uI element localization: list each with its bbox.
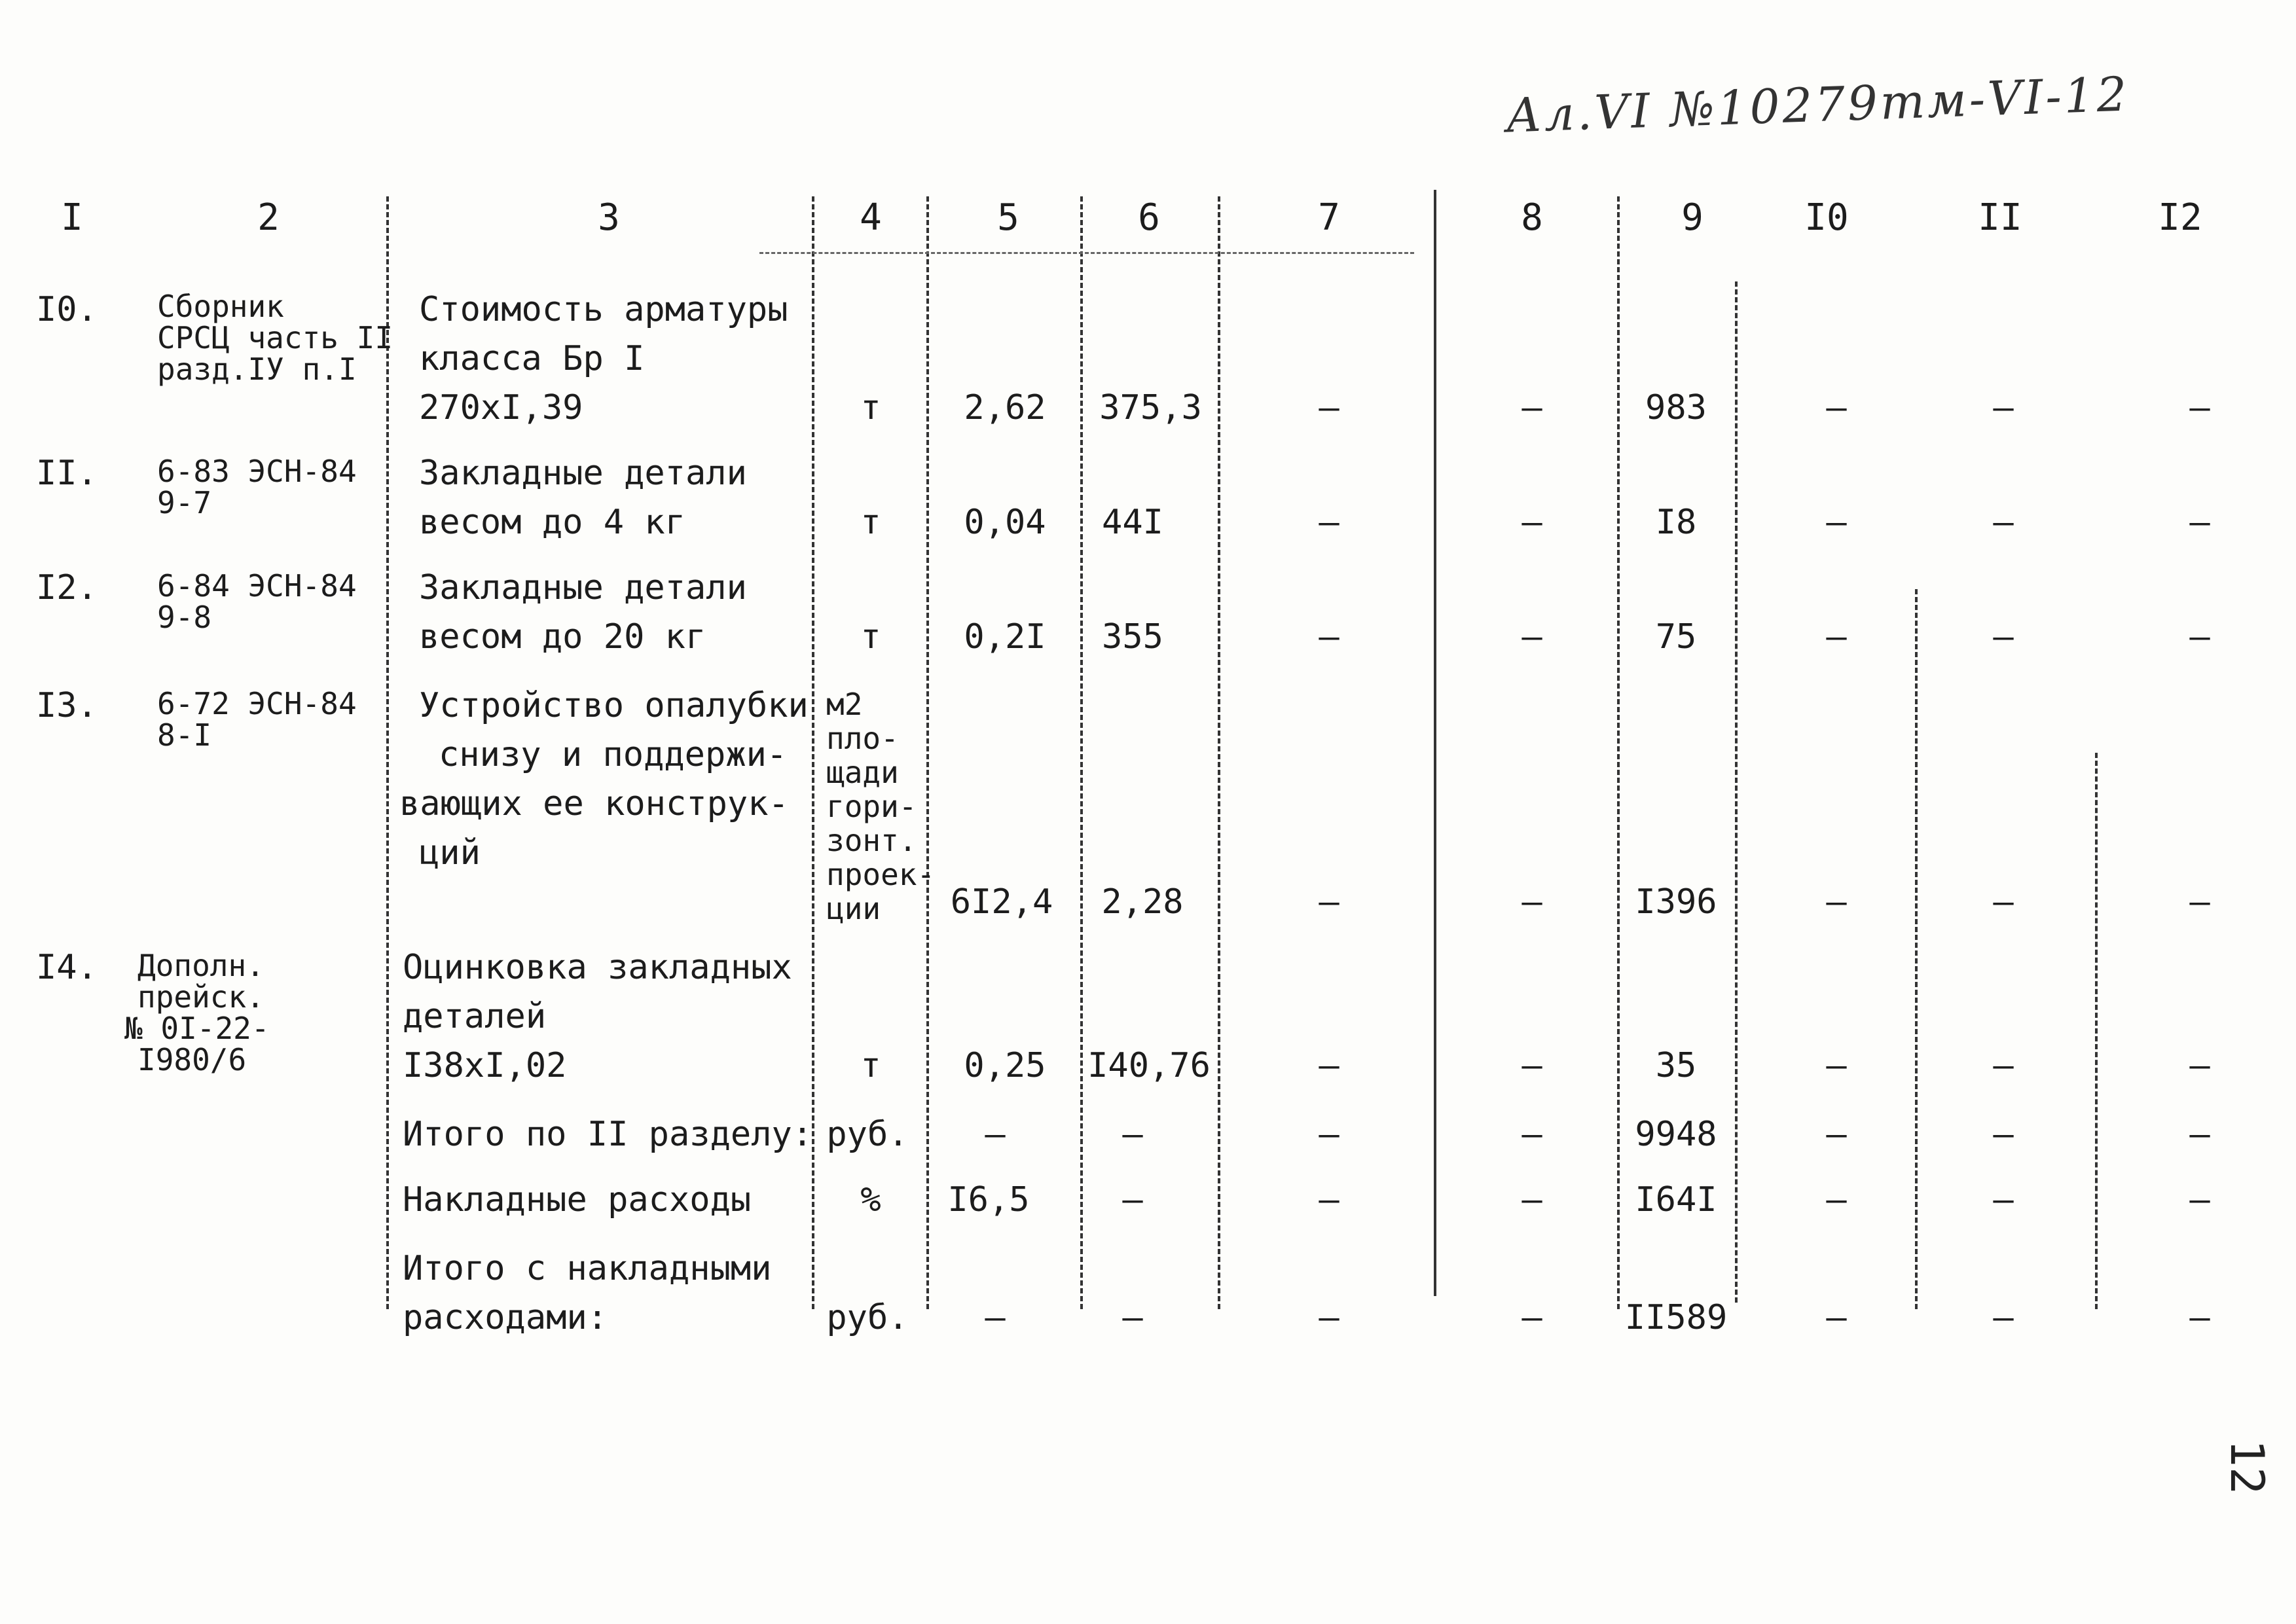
total-cost: 75 bbox=[1655, 617, 1697, 657]
total-cost: I64I bbox=[1635, 1180, 1717, 1219]
col-header-2: 2 bbox=[257, 196, 280, 239]
unit-price: – bbox=[1122, 1180, 1143, 1219]
column-divider bbox=[1218, 196, 1220, 1309]
row-number: I0. bbox=[36, 290, 98, 329]
ref-line: прейск. bbox=[137, 979, 264, 1015]
col8: – bbox=[1522, 503, 1542, 542]
col11: – bbox=[1993, 503, 2014, 542]
ref-line: Сборник bbox=[157, 289, 284, 324]
total-label: расходами: bbox=[403, 1298, 608, 1337]
col11: – bbox=[1993, 1298, 2014, 1337]
unit-line: ции bbox=[826, 891, 881, 926]
unit: т bbox=[860, 617, 881, 657]
desc-line: Закладные детали bbox=[419, 454, 747, 493]
col12: – bbox=[2189, 1046, 2210, 1085]
ref-line: 6-84 ЭСН-84 bbox=[157, 568, 357, 604]
page-number: 12 bbox=[2220, 1439, 2274, 1495]
col7: – bbox=[1319, 1180, 1339, 1219]
quantity: I6,5 bbox=[947, 1180, 1030, 1219]
desc-line: Оцинковка закладных bbox=[403, 948, 792, 987]
row-number: II. bbox=[36, 454, 98, 493]
col10: – bbox=[1826, 1298, 1847, 1337]
col12: – bbox=[2189, 388, 2210, 427]
unit-line: щади bbox=[826, 755, 899, 790]
unit: руб. bbox=[826, 1298, 909, 1337]
quantity: – bbox=[985, 1115, 1006, 1154]
ref-line: 9-7 bbox=[157, 485, 212, 520]
row-number: I4. bbox=[36, 948, 98, 987]
desc-line: деталей bbox=[403, 997, 547, 1036]
desc-line: весом до 20 кг bbox=[419, 617, 706, 657]
unit-price: 355 bbox=[1102, 617, 1163, 657]
col12: – bbox=[2189, 617, 2210, 657]
total-label: Итого с накладными bbox=[403, 1249, 772, 1288]
col-header-4: 4 bbox=[860, 196, 882, 239]
row-number: I2. bbox=[36, 568, 98, 607]
unit-line: м2 bbox=[826, 687, 863, 722]
quantity: 0,2I bbox=[964, 617, 1046, 657]
col11: – bbox=[1993, 617, 2014, 657]
col8: – bbox=[1522, 1115, 1542, 1154]
quantity: 2,62 bbox=[964, 388, 1046, 427]
col11: – bbox=[1993, 388, 2014, 427]
col-header-8: 8 bbox=[1521, 196, 1543, 239]
col-header-5: 5 bbox=[997, 196, 1019, 239]
col11: – bbox=[1993, 1115, 2014, 1154]
column-divider bbox=[1617, 196, 1620, 1309]
desc-line: Закладные детали bbox=[419, 568, 747, 607]
unit-price: – bbox=[1122, 1298, 1143, 1337]
col-header-9: 9 bbox=[1681, 196, 1704, 239]
col7: – bbox=[1319, 882, 1339, 922]
col10: – bbox=[1826, 1046, 1847, 1085]
desc-line: 270хI,39 bbox=[419, 388, 583, 427]
col7: – bbox=[1319, 1115, 1339, 1154]
total-cost: 9948 bbox=[1635, 1115, 1717, 1154]
desc-line: класса Бр I bbox=[419, 339, 645, 378]
col-header-7: 7 bbox=[1318, 196, 1340, 239]
col7: – bbox=[1319, 503, 1339, 542]
unit-price: 44I bbox=[1102, 503, 1163, 542]
column-divider bbox=[1915, 589, 1918, 1309]
desc-line: вающих ее конструк- bbox=[399, 784, 789, 823]
ref-line: 8-I bbox=[157, 717, 212, 753]
total-label: Итого по II разделу: bbox=[403, 1115, 813, 1154]
col10: – bbox=[1826, 882, 1847, 922]
col10: – bbox=[1826, 1115, 1847, 1154]
col10: – bbox=[1826, 503, 1847, 542]
column-divider bbox=[926, 196, 929, 1309]
desc-line: ций bbox=[419, 833, 481, 873]
row-number: I3. bbox=[36, 686, 98, 725]
col-header-1: I bbox=[61, 196, 83, 239]
ref-line: Дополн. bbox=[137, 948, 264, 983]
column-divider bbox=[1434, 190, 1436, 1296]
desc-line: Стоимость арматуры bbox=[419, 290, 788, 329]
col8: – bbox=[1522, 1180, 1542, 1219]
unit-price: I40,76 bbox=[1087, 1046, 1211, 1085]
col10: – bbox=[1826, 388, 1847, 427]
unit-price: – bbox=[1122, 1115, 1143, 1154]
total-cost: II589 bbox=[1624, 1298, 1728, 1337]
col8: – bbox=[1522, 1298, 1542, 1337]
ref-line: разд.IУ п.I bbox=[157, 352, 357, 387]
unit: руб. bbox=[826, 1115, 909, 1154]
ref-line: 6-72 ЭСН-84 bbox=[157, 686, 357, 721]
column-divider bbox=[386, 196, 389, 1309]
unit-price: 2,28 bbox=[1101, 882, 1184, 922]
col7: – bbox=[1319, 1298, 1339, 1337]
col12: – bbox=[2189, 1298, 2210, 1337]
col7: – bbox=[1319, 388, 1339, 427]
col8: – bbox=[1522, 1046, 1542, 1085]
quantity: – bbox=[985, 1298, 1006, 1337]
total-cost: 983 bbox=[1645, 388, 1707, 427]
col11: – bbox=[1993, 1046, 2014, 1085]
unit-price: 375,3 bbox=[1099, 388, 1202, 427]
ref-line: № 0I-22- bbox=[124, 1011, 270, 1046]
col8: – bbox=[1522, 388, 1542, 427]
column-divider bbox=[1080, 196, 1083, 1309]
column-divider bbox=[1735, 281, 1738, 1303]
desc-line: I38хI,02 bbox=[403, 1046, 567, 1085]
col11: – bbox=[1993, 882, 2014, 922]
unit-line: зонт. bbox=[826, 823, 917, 858]
unit: т bbox=[860, 503, 881, 542]
unit: т bbox=[860, 1046, 881, 1085]
ref-line: I980/6 bbox=[137, 1042, 247, 1077]
unit: т bbox=[860, 388, 881, 427]
col-header-11: II bbox=[1978, 196, 2022, 239]
col-header-3: 3 bbox=[598, 196, 620, 239]
col10: – bbox=[1826, 617, 1847, 657]
col12: – bbox=[2189, 1180, 2210, 1219]
quantity: 6I2,4 bbox=[950, 882, 1053, 922]
col-header-12: I2 bbox=[2158, 196, 2202, 239]
col8: – bbox=[1522, 882, 1542, 922]
unit: % bbox=[860, 1180, 881, 1219]
ref-line: СРСЦ часть II bbox=[157, 320, 393, 355]
unit-line: гори- bbox=[826, 789, 917, 824]
col10: – bbox=[1826, 1180, 1847, 1219]
unit-line: пло- bbox=[826, 721, 899, 756]
desc-line: снизу и поддержи- bbox=[439, 735, 788, 774]
col-header-10: I0 bbox=[1804, 196, 1849, 239]
quantity: 0,25 bbox=[964, 1046, 1046, 1085]
desc-line: весом до 4 кг bbox=[419, 503, 685, 542]
total-cost: I8 bbox=[1655, 503, 1697, 542]
col-header-6: 6 bbox=[1138, 196, 1160, 239]
desc-line: Устройство опалубки bbox=[419, 686, 809, 725]
col8: – bbox=[1522, 617, 1542, 657]
col12: – bbox=[2189, 882, 2210, 922]
total-cost: I396 bbox=[1635, 882, 1717, 922]
ref-line: 9-8 bbox=[157, 600, 212, 635]
header-rule bbox=[759, 252, 1414, 254]
quantity: 0,04 bbox=[964, 503, 1046, 542]
col11: – bbox=[1993, 1180, 2014, 1219]
total-label: Накладные расходы bbox=[403, 1180, 752, 1219]
ref-line: 6-83 ЭСН-84 bbox=[157, 454, 357, 489]
unit-line: проек- bbox=[826, 857, 936, 892]
col12: – bbox=[2189, 503, 2210, 542]
col12: – bbox=[2189, 1115, 2210, 1154]
col7: – bbox=[1319, 617, 1339, 657]
document-code: Ал.VI №10279тм-VI-12 bbox=[1504, 66, 2130, 143]
column-divider bbox=[2095, 753, 2098, 1309]
col7: – bbox=[1319, 1046, 1339, 1085]
total-cost: 35 bbox=[1655, 1046, 1697, 1085]
